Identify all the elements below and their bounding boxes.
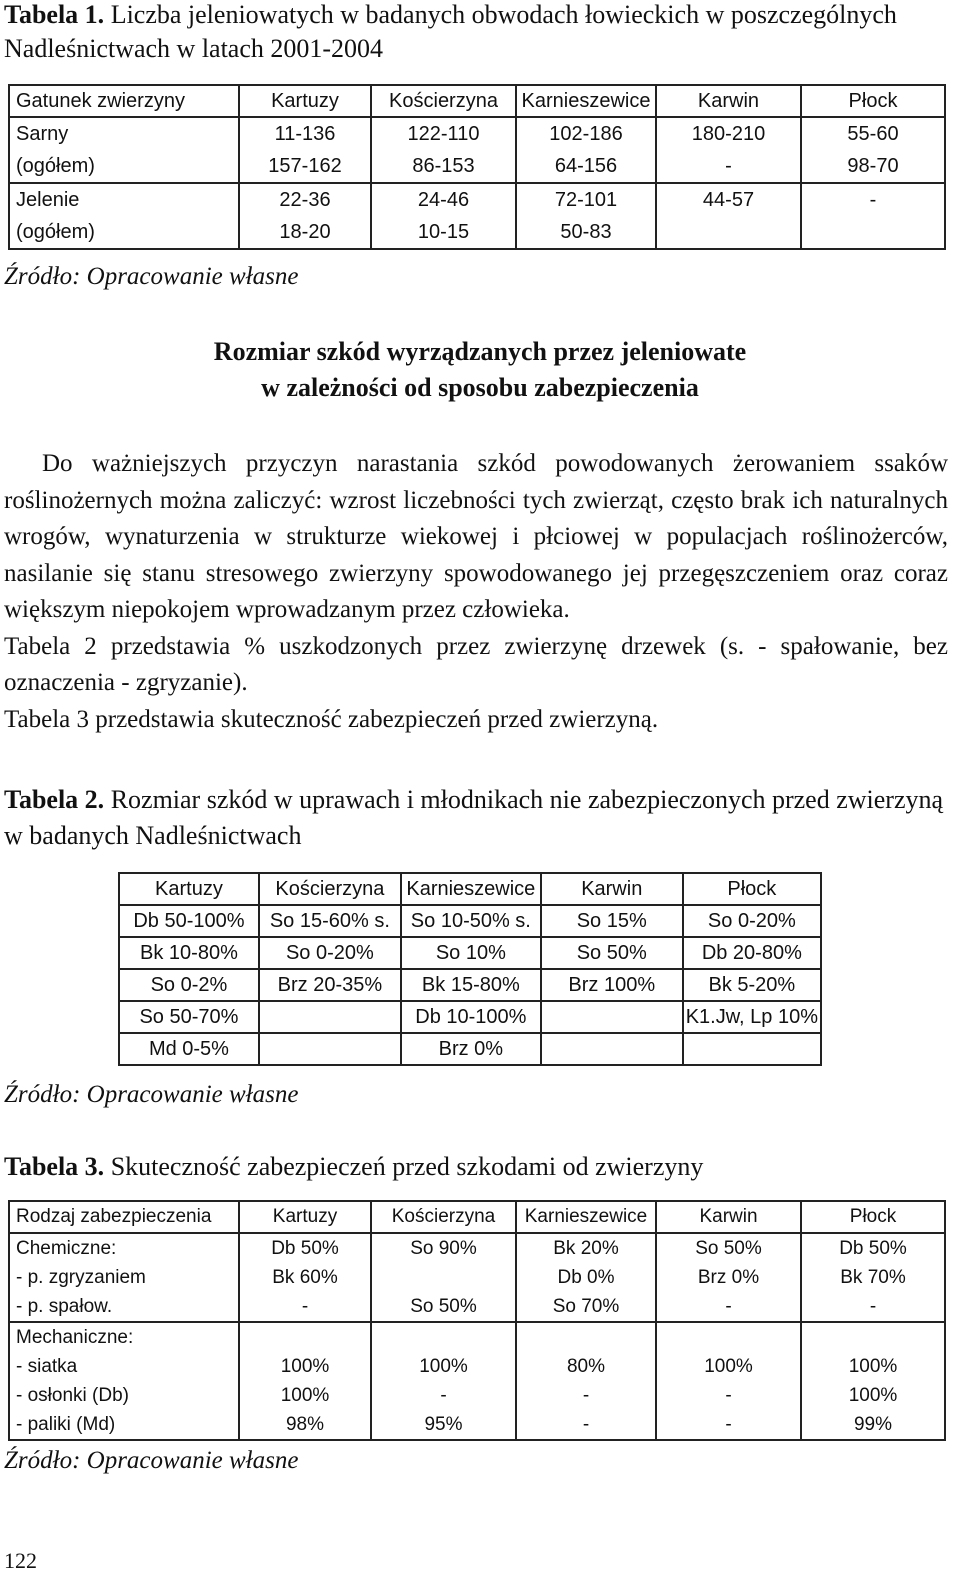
table-cell: [541, 1001, 683, 1033]
table-cell: So 10%: [401, 937, 541, 969]
table-cell: [656, 216, 801, 249]
table-cell: 64-156: [516, 150, 656, 183]
table-cell: Db 50-100%: [119, 905, 259, 937]
section-heading-line1: Rozmiar szkód wyrządzanych przez jeleniowate: [213, 337, 747, 366]
table-cell: -: [516, 1410, 656, 1440]
table3-header-row: [9, 1201, 945, 1233]
section-heading-line2: w zależności od sposobu zabezpieczenia: [261, 373, 699, 402]
table-row: [119, 1033, 821, 1065]
table-row: [9, 1322, 945, 1352]
table-row: [9, 150, 945, 183]
table-cell: 100%: [239, 1352, 371, 1381]
table-cell: -: [371, 1381, 516, 1410]
table-cell: 24-46: [371, 183, 516, 216]
table-cell: - p. spałow.: [9, 1292, 239, 1322]
table-row: [9, 216, 945, 249]
table3-caption-text: Skuteczność zabezpieczeń przed szkodami od zwierzyny: [110, 1152, 704, 1181]
table2-caption: [4, 782, 950, 854]
table-cell: Md 0-5%: [119, 1033, 259, 1065]
table3-header-cell: Karwin: [656, 1201, 801, 1233]
table-cell: 100%: [848, 1355, 898, 1377]
table1-source: Źródło: Opracowanie własne: [4, 263, 299, 290]
table-cell: So 70%: [516, 1292, 656, 1322]
table2-source: Źródło: Opracowanie własne: [4, 1081, 299, 1108]
table-cell: - siatka: [9, 1352, 239, 1381]
table-cell: Brz 0%: [656, 1263, 801, 1292]
table-cell: 100%: [656, 1352, 801, 1381]
table-cell: Jelenie: [9, 183, 239, 216]
table-cell: 22-36: [239, 183, 371, 216]
table1-header-cell: Płock: [801, 85, 945, 117]
table3-header-cell: Rodzaj zabezpieczenia: [9, 1201, 239, 1233]
section-heading: [0, 334, 960, 406]
table-row: [9, 1352, 945, 1381]
table-cell: 100%: [239, 1381, 371, 1410]
table3-header-cell: Karnieszewice: [516, 1201, 656, 1233]
table-row: [119, 905, 821, 937]
table-cell: 72-101: [516, 183, 656, 216]
table-cell: Sarny: [9, 117, 239, 150]
table2-header-cell: Karnieszewice: [401, 873, 541, 905]
table-cell: So 50%: [371, 1292, 516, 1322]
table-cell: -: [239, 1292, 371, 1322]
table2-caption-text: Rozmiar szkód w uprawach i młodnikach nie zabezpieczonych przed zwierzyną w badanych Nadleśnictwach: [4, 785, 944, 850]
table-cell: Bk 20%: [516, 1233, 656, 1263]
table-cell: Db 10-100%: [401, 1001, 541, 1033]
table-cell: 122-110: [371, 117, 516, 150]
table-cell: Db 50%: [839, 1237, 907, 1259]
table3: [8, 1200, 946, 1441]
table-cell: Bk 60%: [239, 1263, 371, 1292]
table-cell: Brz 0%: [401, 1033, 541, 1065]
table-cell: [656, 1322, 801, 1352]
table-cell: Bk 5-20%: [683, 969, 821, 1001]
table1-caption: [4, 0, 950, 66]
table-cell: - p. zgryzaniem: [9, 1263, 239, 1292]
table-row: [9, 183, 945, 216]
table-row: [9, 1381, 945, 1410]
table-cell: [801, 216, 945, 249]
table-cell: [239, 1322, 371, 1352]
table3-header-cell: Płock: [801, 1201, 945, 1233]
table-cell: So 50-70%: [119, 1001, 259, 1033]
table-cell: 10-15: [371, 216, 516, 249]
table-row: [9, 117, 945, 150]
table1-header-cell: Karnieszewice: [516, 85, 656, 117]
page-number: 122: [4, 1548, 37, 1573]
table1-header-cell: Gatunek zwierzyny: [9, 85, 239, 117]
table-cell: So 0-20%: [683, 905, 821, 937]
table-cell: So 10-50% s.: [401, 905, 541, 937]
table-cell: So 15-60% s.: [259, 905, 401, 937]
table-cell: Db 20-80%: [683, 937, 821, 969]
table-cell: Db 0%: [516, 1263, 656, 1292]
body-paragraph: Do ważniejszych przyczyn narastania szkód powodowanych żerowaniem ssaków roślinożernych można zaliczyć: wzrost liczebności tych zwierząt, często brak ich naturalnych wrogów, wynaturzenia w strukturze wiekowej i płciowej w populacjach roślinożerców, nasilanie się stanu stresowego zwierzyny spowodowanego jej przegęszczeniem oraz coraz większym niepokojem wprowadzanym przez człowieka.: [4, 450, 948, 623]
table-cell: 98%: [239, 1410, 371, 1440]
table1-header-cell: Kościerzyna: [371, 85, 516, 117]
table1-header-cell: Kartuzy: [239, 85, 371, 117]
table-cell: 100%: [371, 1352, 516, 1381]
table-cell: So 50%: [541, 937, 683, 969]
table1-header-row: [9, 85, 945, 117]
table-cell: [371, 1263, 516, 1292]
table-cell: 44-57: [656, 183, 801, 216]
table-cell: So 0-20%: [259, 937, 401, 969]
body-paragraph: Tabela 2 przedstawia % uszkodzonych przez zwierzynę drzewek (s. - spałowanie, bez oznaczenia - zgryzanie).: [4, 632, 948, 696]
table-cell: [516, 1322, 656, 1352]
table-cell: [259, 1001, 401, 1033]
table-cell: Brz 20-35%: [259, 969, 401, 1001]
table2-header-cell: Karwin: [541, 873, 683, 905]
table-cell: [541, 1033, 683, 1065]
table-cell: 157-162: [239, 150, 371, 183]
table-row: [119, 969, 821, 1001]
table-cell: -: [656, 1292, 801, 1322]
table-row: [119, 1001, 821, 1033]
table3-header-cell: Kartuzy: [239, 1201, 371, 1233]
table-cell: Bk 15-80%: [401, 969, 541, 1001]
table-cell: 180-210: [656, 117, 801, 150]
table-cell: 18-20: [239, 216, 371, 249]
table3-source: Źródło: Opracowanie własne: [4, 1447, 299, 1474]
table1-caption-label: Tabela 1.: [4, 0, 105, 29]
table-cell: [683, 1033, 821, 1065]
table-cell: Bk 10-80%: [119, 937, 259, 969]
table-cell: [259, 1033, 401, 1065]
table-row: [119, 937, 821, 969]
table2-header-cell: Kościerzyna: [259, 873, 401, 905]
table-cell: -: [869, 188, 877, 211]
table2-header-cell: Płock: [683, 873, 821, 905]
table-row: [9, 1292, 945, 1322]
table-cell: 55-60: [847, 122, 899, 145]
table-cell: 50-83: [516, 216, 656, 249]
table-cell: 11-136: [239, 117, 371, 150]
table-cell: So 50%: [656, 1233, 801, 1263]
table3-header-cell: Kościerzyna: [371, 1201, 516, 1233]
table-cell: -: [801, 1292, 945, 1322]
table-cell: - osłonki (Db): [9, 1381, 239, 1410]
table-cell: Db 50%: [239, 1233, 371, 1263]
table-cell: (ogółem): [9, 150, 239, 183]
table-cell: So 90%: [371, 1233, 516, 1263]
table-cell: 100%: [848, 1384, 898, 1406]
table-cell: -: [656, 150, 801, 183]
table-cell: [371, 1322, 516, 1352]
table-cell: -: [656, 1381, 801, 1410]
table2-header-row: [119, 873, 821, 905]
table1: [8, 84, 946, 250]
table-cell: Brz 100%: [541, 969, 683, 1001]
table-cell: - paliki (Md): [9, 1410, 239, 1440]
table1-header-cell: Karwin: [656, 85, 801, 117]
table-cell: Chemiczne:: [9, 1233, 239, 1263]
table-cell: -: [656, 1410, 801, 1440]
table-cell: Mechaniczne:: [9, 1322, 239, 1352]
table3-caption: [4, 1150, 950, 1184]
table-cell: Bk 70%: [840, 1266, 906, 1288]
table-cell: 95%: [371, 1410, 516, 1440]
table-row: [9, 1263, 945, 1292]
table-cell: (ogółem): [9, 216, 239, 249]
table-cell: 99%: [853, 1413, 893, 1435]
table-cell: -: [516, 1381, 656, 1410]
table-cell: K1.Jw, Lp 10%: [683, 1001, 821, 1033]
table-cell: So 15%: [541, 905, 683, 937]
table-cell: So 0-2%: [119, 969, 259, 1001]
table1-caption-text: Liczba jeleniowatych w badanych obwodach łowieckich w poszczególnych Nadleśnictwach w latach 2001-2004: [4, 0, 897, 63]
table2: [118, 872, 822, 1066]
table2-caption-label: Tabela 2.: [4, 785, 105, 814]
table-row: [9, 1410, 945, 1440]
table-cell: 98-70: [801, 150, 945, 183]
table-cell: 102-186: [516, 117, 656, 150]
table-row: [9, 1233, 945, 1263]
table2-header-cell: Kartuzy: [119, 873, 259, 905]
table-cell: [801, 1322, 945, 1352]
body-paragraph: Tabela 3 przedstawia skuteczność zabezpieczeń przed zwierzyną.: [4, 705, 659, 733]
body-text: [4, 446, 948, 738]
table-cell: 80%: [516, 1352, 656, 1381]
table3-caption-label: Tabela 3.: [4, 1152, 105, 1181]
table-cell: 86-153: [371, 150, 516, 183]
